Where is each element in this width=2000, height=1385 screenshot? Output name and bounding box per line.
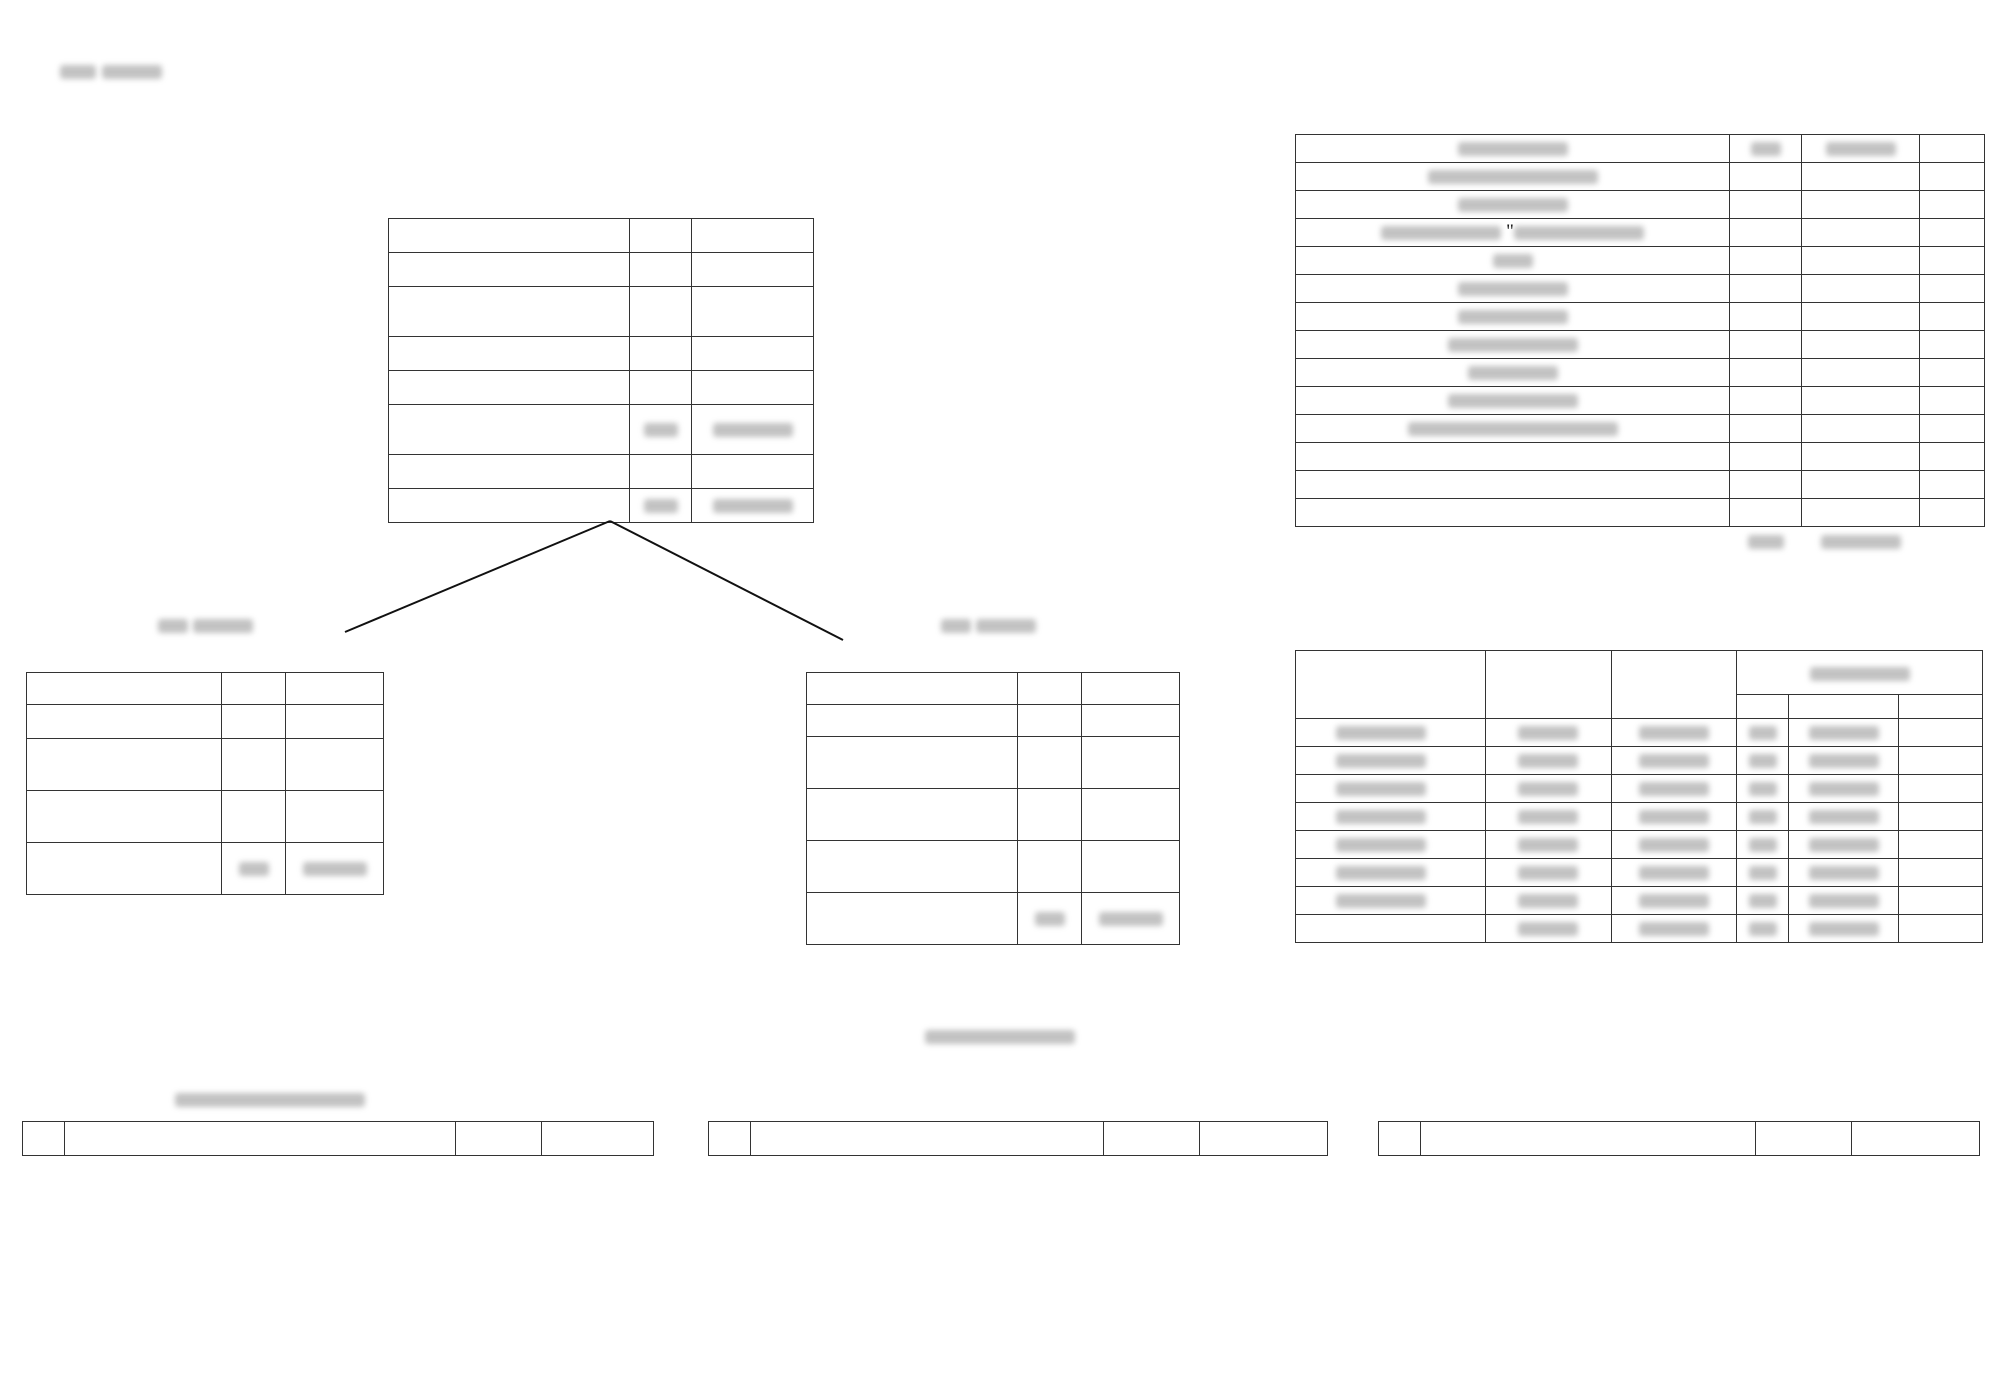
- redacted-value: [1749, 838, 1777, 852]
- redacted-value: [1518, 894, 1578, 908]
- col-header-pct: [1920, 112, 1985, 134]
- cell-settlement: [1296, 803, 1486, 831]
- table-row: [1296, 386, 1985, 414]
- cell-value: [1611, 887, 1737, 915]
- redacted-value: [1336, 726, 1426, 740]
- col-header-category: [27, 673, 222, 705]
- cell-pct: [1920, 162, 1985, 190]
- cell-settlement: [1296, 719, 1486, 747]
- redacted-value: [1336, 838, 1426, 852]
- redacted-value: [1809, 726, 1879, 740]
- cell-pct: [1920, 218, 1985, 246]
- cell-ga: [1802, 274, 1920, 302]
- table-row: [1296, 358, 1985, 386]
- cell-pct: [1920, 358, 1985, 386]
- col-header-number: [1379, 1122, 1421, 1156]
- col-header-plots: [1756, 1122, 1852, 1156]
- cell-value: [1737, 859, 1789, 887]
- col-header-area: [542, 1122, 654, 1156]
- lessors-table-total: [22, 1121, 654, 1156]
- cell-dil: [222, 791, 286, 843]
- cell-dil: [1730, 470, 1802, 498]
- table-row: [807, 841, 1180, 893]
- cell-dil: [1730, 218, 1802, 246]
- table-row: [1296, 246, 1985, 274]
- cell-value: [1485, 747, 1611, 775]
- col-header-ga: [1789, 695, 1899, 719]
- redacted-value: [1518, 866, 1578, 880]
- outside-table: [806, 672, 1180, 945]
- cell-pct: [1920, 190, 1985, 218]
- col-header-lessor: [64, 1122, 455, 1156]
- redacted-value: [1518, 754, 1578, 768]
- col-header-number: [23, 1122, 65, 1156]
- col-header-lessor: [750, 1122, 1103, 1156]
- table-row: [1296, 162, 1985, 190]
- cell-dil: [222, 739, 286, 791]
- cell-ga: [1802, 218, 1920, 246]
- redacted-value: [1458, 310, 1568, 324]
- col-header-dil: [1737, 695, 1789, 719]
- table-row: [807, 705, 1180, 737]
- inside-caption-line2: [60, 612, 350, 639]
- table-row: [27, 843, 384, 895]
- col-header-tov: [1737, 651, 1983, 695]
- redacted-value: [1749, 866, 1777, 880]
- cell-dil: [1730, 414, 1802, 442]
- col-header-area: [1200, 1122, 1328, 1156]
- cell-category: [27, 791, 222, 843]
- cell-ga: [1802, 302, 1920, 330]
- cell-pct: [1920, 302, 1985, 330]
- cell-dil: [1730, 358, 1802, 386]
- cell-dil: [1018, 737, 1082, 789]
- table-row: [1296, 414, 1985, 442]
- cell-name: [1296, 358, 1730, 386]
- redacted-value: [1751, 142, 1781, 156]
- redacted-value: [1749, 782, 1777, 796]
- cell-settlement: [1296, 887, 1486, 915]
- cell-category: [27, 739, 222, 791]
- cell-pct: [1920, 498, 1985, 526]
- cell-settlement: [1296, 859, 1486, 887]
- redacted-value: [1336, 810, 1426, 824]
- cell-value: [1611, 831, 1737, 859]
- cell-category: [807, 705, 1018, 737]
- total-label: [1296, 526, 1730, 556]
- cell-ga: [1802, 358, 1920, 386]
- redacted-value: [1749, 726, 1777, 740]
- col-header-category: [807, 673, 1018, 705]
- table-row: [1296, 887, 1983, 915]
- table-row: [1296, 134, 1985, 162]
- redacted-value: [1749, 810, 1777, 824]
- cell-value: [1789, 803, 1899, 831]
- redacted-value: [1448, 394, 1578, 408]
- redacted-value: [1518, 782, 1578, 796]
- redacted-value: [1458, 142, 1568, 156]
- cell-value: [1737, 803, 1789, 831]
- cell-ga: [1802, 162, 1920, 190]
- col-header-plots: [456, 1122, 542, 1156]
- cell-category: [27, 705, 222, 739]
- table-row: [1296, 831, 1983, 859]
- cell-name: [1296, 246, 1730, 274]
- cell-pct: [1920, 134, 1985, 162]
- table-row: [1296, 274, 1985, 302]
- redacted-value: [1518, 726, 1578, 740]
- col-header-plots: [1104, 1122, 1200, 1156]
- rights-total-row: [1296, 526, 1985, 556]
- cell-name: [1296, 134, 1730, 162]
- col-header-ga: [1802, 112, 1920, 134]
- table-row: [807, 789, 1180, 841]
- cell-area: [286, 705, 384, 739]
- cell-pct: [1899, 775, 1983, 803]
- cell-category: [807, 893, 1018, 945]
- redacted-value: [1493, 254, 1533, 268]
- cell-value: [1611, 719, 1737, 747]
- lessors-title: [400, 1025, 1600, 1048]
- redacted-value: [1468, 366, 1558, 380]
- redacted-value: [1448, 338, 1578, 352]
- cell-dil: [1730, 498, 1802, 526]
- table-row: [1296, 190, 1985, 218]
- table-row: [1296, 719, 1983, 747]
- redacted-value: [303, 862, 367, 876]
- redacted-value: [1514, 226, 1644, 240]
- redacted-value: [1099, 912, 1163, 926]
- inside-table: [26, 672, 384, 895]
- table-row: [807, 893, 1180, 945]
- cell-settlement: [1296, 747, 1486, 775]
- cell-name: [1296, 386, 1730, 414]
- table-row: [1296, 803, 1983, 831]
- cell-category: [807, 789, 1018, 841]
- col-header-pct: [1899, 695, 1983, 719]
- table-row: [27, 739, 384, 791]
- cell-pct: [1920, 442, 1985, 470]
- redacted-value: [1639, 838, 1709, 852]
- cell-dil: [1730, 330, 1802, 358]
- redacted-value: [1809, 866, 1879, 880]
- redacted-value: [1639, 866, 1709, 880]
- table-row: [1296, 218, 1985, 246]
- cell-dil: [1730, 274, 1802, 302]
- cell-value: [1485, 887, 1611, 915]
- col-header-area: [286, 673, 384, 705]
- cell-name: [1296, 162, 1730, 190]
- table-row: [1296, 747, 1983, 775]
- redacted-value: [1428, 170, 1598, 184]
- col-header-area: [1082, 673, 1180, 705]
- cell-ga: [1802, 134, 1920, 162]
- settlements-total-row: [1296, 915, 1983, 943]
- cell-name: [1296, 442, 1730, 470]
- cell-value: [1485, 859, 1611, 887]
- cell-name: [1296, 274, 1730, 302]
- cell-area: [1082, 841, 1180, 893]
- cell-area: [286, 791, 384, 843]
- cell-ga: [1802, 470, 1920, 498]
- redacted-count: [158, 619, 188, 633]
- redacted-value: [1749, 894, 1777, 908]
- cell-value: [1485, 831, 1611, 859]
- col-header-dil: [222, 673, 286, 705]
- redacted-value: [1748, 535, 1784, 549]
- cell-name: [1296, 414, 1730, 442]
- redacted-value: [1749, 922, 1777, 936]
- table-row: [1296, 859, 1983, 887]
- cell-name: [1296, 190, 1730, 218]
- redacted-count: [941, 619, 971, 633]
- cell-value: [1789, 719, 1899, 747]
- cell-category: [807, 841, 1018, 893]
- cell-value: [1789, 747, 1899, 775]
- cell-pct: [1899, 747, 1983, 775]
- cell-value: [1737, 775, 1789, 803]
- total-label: [1296, 915, 1486, 943]
- table-row: [1296, 470, 1985, 498]
- redacted-value: [1336, 894, 1426, 908]
- cell-dil: [1730, 386, 1802, 414]
- cell-value: [1737, 887, 1789, 915]
- redacted-area: [976, 619, 1036, 633]
- redacted-value: [1749, 754, 1777, 768]
- cell-value: [1611, 803, 1737, 831]
- cell-name: ": [1296, 218, 1730, 246]
- cell-ga: [1802, 498, 1920, 526]
- redacted-value: [1458, 198, 1568, 212]
- cell-dil: [1018, 705, 1082, 737]
- redacted-value: [1639, 894, 1709, 908]
- cell-value: [1789, 859, 1899, 887]
- cell-category: [807, 737, 1018, 789]
- redacted-value: [1035, 912, 1065, 926]
- cell-area: [1082, 789, 1180, 841]
- table-row: [27, 705, 384, 739]
- connector-left: [345, 521, 610, 632]
- redacted-value: [1639, 754, 1709, 768]
- cell-value: [1789, 887, 1899, 915]
- lessors-t1-caption: [175, 1088, 365, 1110]
- redacted-value: [1809, 754, 1879, 768]
- col-header-dil: [1730, 112, 1802, 134]
- cell-dil: [1018, 789, 1082, 841]
- cell-dil: [1730, 162, 1802, 190]
- redacted-name: [925, 1030, 1075, 1044]
- outside-caption-line2: [843, 612, 1133, 639]
- redacted-value: [1821, 535, 1901, 549]
- cell-dil: [1730, 442, 1802, 470]
- cell-dil: [1730, 246, 1802, 274]
- cell-value: [1611, 775, 1737, 803]
- table-row: [1296, 330, 1985, 358]
- col-header-area: [1852, 1122, 1980, 1156]
- cell-value: [1789, 775, 1899, 803]
- cell-value: [1737, 719, 1789, 747]
- table-row: [27, 791, 384, 843]
- lessors-table-outside: [1378, 1121, 1980, 1156]
- cell-name: [1296, 330, 1730, 358]
- cell-value: [1485, 803, 1611, 831]
- cell-pct: [1920, 414, 1985, 442]
- redacted-value: [1518, 810, 1578, 824]
- redacted-name: [175, 1093, 365, 1107]
- cell-pct: [1920, 470, 1985, 498]
- lessors-table-inside: [708, 1121, 1328, 1156]
- col-header-dil: [1018, 673, 1082, 705]
- redacted-value: [1336, 754, 1426, 768]
- redacted-value: [1639, 810, 1709, 824]
- cell-pct: [1899, 887, 1983, 915]
- cell-pct: [1899, 803, 1983, 831]
- redacted-value: [1458, 282, 1568, 296]
- cell-pct: [1920, 246, 1985, 274]
- table-row: [1296, 302, 1985, 330]
- redacted-name: [1810, 667, 1910, 681]
- table-row: [1296, 498, 1985, 526]
- col-header-cadastral: [1611, 651, 1737, 719]
- redacted-area: [193, 619, 253, 633]
- redacted-value: [1408, 422, 1618, 436]
- outside-caption: [843, 612, 1133, 639]
- redacted-value: [1809, 922, 1879, 936]
- cell-pct: [1899, 719, 1983, 747]
- col-header-fact: [1485, 651, 1611, 719]
- settlements-table: [1295, 650, 1983, 943]
- cell-ga: [1802, 190, 1920, 218]
- cell-ga: [1802, 414, 1920, 442]
- cell-value: [1611, 747, 1737, 775]
- cell-dil: [222, 705, 286, 739]
- table-row: [1296, 775, 1983, 803]
- cell-dil: [1730, 190, 1802, 218]
- redacted-value: [1809, 782, 1879, 796]
- cell-ga: [1802, 246, 1920, 274]
- cell-value: [1485, 775, 1611, 803]
- cell-settlement: [1296, 831, 1486, 859]
- cell-name: [1296, 498, 1730, 526]
- cell-value: [1485, 719, 1611, 747]
- cell-area: [1082, 705, 1180, 737]
- cell-name: [1296, 302, 1730, 330]
- cell-ga: [1802, 386, 1920, 414]
- cell-ga: [1802, 442, 1920, 470]
- cell-pct: [1920, 386, 1985, 414]
- cell-dil: [1730, 134, 1802, 162]
- redacted-value: [1518, 838, 1578, 852]
- redacted-value: [1639, 922, 1709, 936]
- redacted-value: [1639, 726, 1709, 740]
- table-row: [807, 737, 1180, 789]
- cell-name: [1296, 470, 1730, 498]
- redacted-value: [239, 862, 269, 876]
- cell-area: [1082, 737, 1180, 789]
- cell-pct: [1899, 831, 1983, 859]
- cell-value: [1737, 747, 1789, 775]
- cell-dil: [1730, 302, 1802, 330]
- cell-value: [1737, 831, 1789, 859]
- col-header-number: [709, 1122, 751, 1156]
- cell-dil: [1018, 841, 1082, 893]
- rights-table: [1295, 112, 1985, 556]
- redacted-value: [1381, 226, 1501, 240]
- redacted-value: [1336, 866, 1426, 880]
- cell-value: [1611, 859, 1737, 887]
- redacted-value: [1826, 142, 1896, 156]
- redacted-value: [1639, 782, 1709, 796]
- col-header-lessor: [1420, 1122, 1755, 1156]
- cell-area: [286, 739, 384, 791]
- table-row: [1296, 442, 1985, 470]
- cell-pct: [1920, 274, 1985, 302]
- redacted-value: [1809, 838, 1879, 852]
- redacted-value: [1809, 894, 1879, 908]
- cell-value: [1789, 831, 1899, 859]
- cell-ga: [1802, 330, 1920, 358]
- cell-category: [27, 843, 222, 895]
- cell-settlement: [1296, 775, 1486, 803]
- cell-pct: [1920, 330, 1985, 358]
- inside-caption: [60, 612, 350, 639]
- cell-pct: [1899, 859, 1983, 887]
- redacted-value: [1336, 782, 1426, 796]
- redacted-value: [1518, 922, 1578, 936]
- redacted-value: [1809, 810, 1879, 824]
- connector-right: [610, 521, 843, 640]
